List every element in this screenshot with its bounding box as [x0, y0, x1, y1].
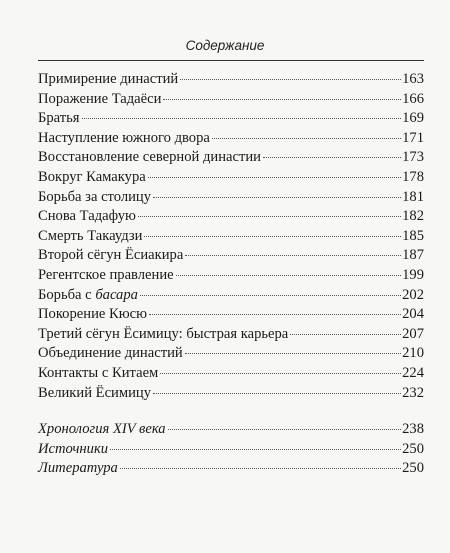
toc-appendix-title: Хронология XIV века [38, 421, 166, 438]
toc-entry [38, 344, 424, 364]
toc-entry [38, 207, 424, 227]
toc-appendix-page: 250 [402, 440, 424, 457]
toc-entry [38, 227, 424, 247]
toc-entry-title: Объединение династий [38, 345, 183, 362]
toc-entry [38, 266, 424, 286]
toc-leader-dots [110, 449, 401, 450]
toc-leader-dots [263, 157, 401, 158]
toc-entry-page: 210 [402, 345, 424, 362]
running-header-title: Содержание [185, 38, 265, 53]
toc-appendix-entry [38, 459, 424, 479]
toc-entry [38, 364, 424, 384]
toc-leader-dots [144, 236, 401, 237]
toc-appendix-entry [38, 420, 424, 440]
toc-entry-page: 185 [402, 227, 424, 244]
toc-leader-dots [138, 216, 401, 217]
toc-leader-dots [148, 177, 401, 178]
toc-entry-page: 199 [402, 266, 424, 283]
toc-entry-title: Регентское правление [38, 266, 174, 283]
toc-entry-page: 182 [402, 208, 424, 225]
toc-entry-page: 173 [402, 149, 424, 166]
toc-entry [38, 168, 424, 188]
toc-entry-page: 224 [402, 364, 424, 381]
toc-leader-dots [153, 197, 401, 198]
toc-entry [38, 109, 424, 129]
toc-entry [38, 384, 424, 404]
toc-entry [38, 305, 424, 325]
toc-leader-dots [160, 373, 401, 374]
toc-entry-title-emphasis: басара [95, 286, 138, 303]
toc-leader-dots [290, 334, 401, 335]
toc-entry [38, 90, 424, 110]
toc-leader-dots [153, 393, 401, 394]
header-rule [38, 60, 424, 61]
toc-entry-title: Третий сёгун Ёсимицу: быстрая карьера [38, 325, 289, 342]
toc-appendix-title: Источники [38, 440, 109, 457]
toc-entry-title: Наступление южного двора [38, 129, 210, 146]
toc-entry-title-prefix: Борьба с [38, 286, 96, 303]
toc-entry-title: Снова Тадафую [38, 208, 136, 225]
toc-entry-page: 207 [402, 325, 424, 342]
toc-entry-title: Покорение Кюсю [38, 306, 148, 323]
toc-appendix-page: 238 [402, 421, 424, 438]
toc-entry [38, 188, 424, 208]
toc-entry [38, 246, 424, 266]
toc-appendix-title: Литература [38, 460, 118, 477]
toc-entry-title [38, 286, 138, 306]
toc-entry-title: Смерть Такаудзи [38, 227, 143, 244]
toc-leader-dots [149, 314, 401, 315]
toc-leader-dots [120, 468, 401, 469]
toc-entry-title: Второй сёгун Ёсиакира [38, 247, 184, 264]
toc-leader-dots [140, 295, 401, 296]
toc-entry-page: 202 [402, 286, 424, 303]
toc-entry-title: Вокруг Камакура [38, 168, 146, 185]
toc-entry-page: 187 [402, 247, 424, 264]
toc-appendix-page: 250 [402, 460, 424, 477]
toc-leader-dots [176, 275, 402, 276]
toc-entry-title: Великий Ёсимицу [38, 384, 152, 401]
toc-entry-page: 178 [402, 168, 424, 185]
toc-leader-dots [180, 79, 401, 80]
toc-entry-page: 204 [402, 306, 424, 323]
toc-entry-page: 169 [402, 110, 424, 127]
toc-entry [38, 129, 424, 149]
toc-entry [38, 325, 424, 345]
toc-entry [38, 70, 424, 90]
toc-leader-dots [163, 99, 401, 100]
toc-entry-title: Братья [38, 110, 80, 127]
toc-entry-page: 163 [402, 71, 424, 87]
toc-entry-page: 181 [402, 188, 424, 205]
toc-entry-title: Поражение Тадаёси [38, 90, 162, 107]
toc-entry-title: Восстановление северной династии [38, 149, 261, 166]
toc-entry-title: Борьба за столицу [38, 188, 152, 205]
toc-entry [38, 286, 424, 306]
toc-entry-title: Контакты с Китаем [38, 364, 159, 381]
toc-leader-dots [212, 138, 401, 139]
toc-leader-dots [82, 118, 402, 119]
toc-entry-title: Примирение династий [38, 71, 179, 87]
toc-leader-dots [185, 255, 401, 256]
toc-section-gap [38, 403, 424, 420]
toc-leader-dots [185, 353, 401, 354]
table-of-contents [38, 70, 424, 479]
toc-leader-dots [168, 429, 402, 430]
toc-entry-page: 232 [402, 384, 424, 401]
toc-entry [38, 148, 424, 168]
toc-appendix-entry [38, 440, 424, 460]
toc-entry-page: 166 [402, 90, 424, 107]
toc-entry-page: 171 [402, 129, 424, 146]
